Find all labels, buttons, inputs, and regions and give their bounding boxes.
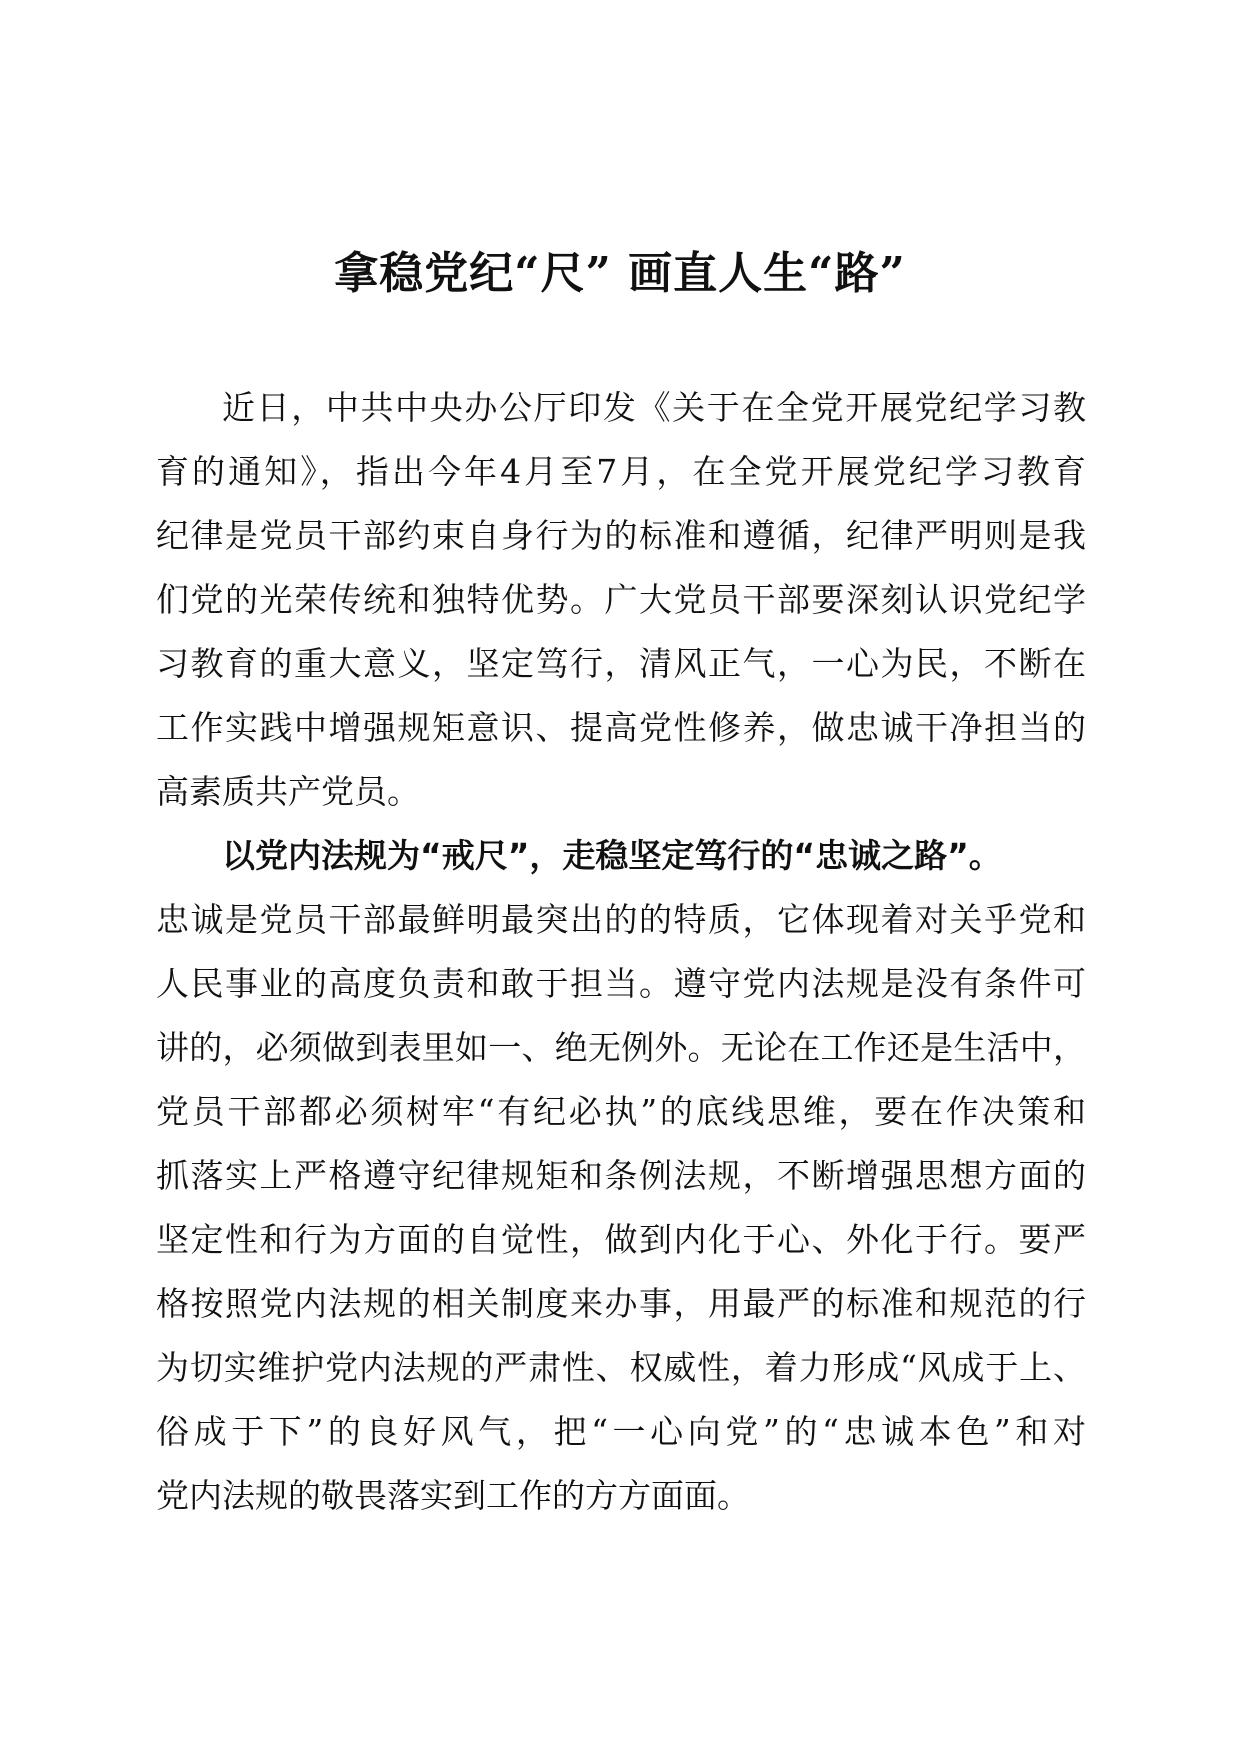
paragraph-1-line: 育的通知》，指出今年4月至7月，在全党开展党纪学习教育 [156, 452, 1086, 491]
paragraph-1-line: 们党的光荣传统和独特优势。广大党员干部要深刻认识党纪学 [156, 580, 1086, 619]
paragraph-2-line: 忠诚是党员干部最鲜明最突出的的特质，它体现着对关乎党和 [156, 900, 1086, 939]
paragraph-2-line: 抓落实上严格遵守纪律规矩和条例法规，不断增强思想方面的 [156, 1156, 1086, 1195]
paragraph-1-line: 近日，中共中央办公厅印发《关于在全党开展党纪学习教 [222, 388, 1086, 427]
paragraph-2-line: 为切实维护党内法规的严肃性、权威性，着力形成“风成于上、 [156, 1348, 1086, 1387]
page-title: 拿稳党纪“尺” 画直人生“路” [334, 248, 906, 299]
section-heading: 以党内法规为“戒尺”，走稳坚定笃行的“忠诚之路”。 [222, 836, 1002, 875]
paragraph-1-line: 纪律是党员干部约束自身行为的标准和遵循，纪律严明则是我 [156, 516, 1086, 555]
paragraph-2-line: 坚定性和行为方面的自觉性，做到内化于心、外化于行。要严 [156, 1220, 1086, 1259]
paragraph-2-line: 格按照党内法规的相关制度来办事，用最严的标准和规范的行 [156, 1284, 1086, 1323]
paragraph-1-line: 工作实践中增强规矩意识、提高党性修养，做忠诚干净担当的 [156, 708, 1086, 747]
paragraph-1-line: 高素质共产党员。 [156, 772, 420, 811]
paragraph-2-line: 党内法规的敬畏落实到工作的方方面面。 [156, 1476, 750, 1515]
paragraph-2-line: 人民事业的高度负责和敢于担当。遵守党内法规是没有条件可 [156, 964, 1086, 1003]
paragraph-2-line: 党员干部都必须树牢“有纪必执”的底线思维，要在作决策和 [156, 1092, 1086, 1131]
paragraph-1-line: 习教育的重大意义，坚定笃行，清风正气，一心为民，不断在 [156, 644, 1086, 683]
paragraph-2-line: 俗成于下”的良好风气，把“一心向党”的“忠诚本色”和对 [156, 1412, 1086, 1451]
paragraph-2-line: 讲的，必须做到表里如一、绝无例外。无论在工作还是生活中， [156, 1028, 1086, 1067]
